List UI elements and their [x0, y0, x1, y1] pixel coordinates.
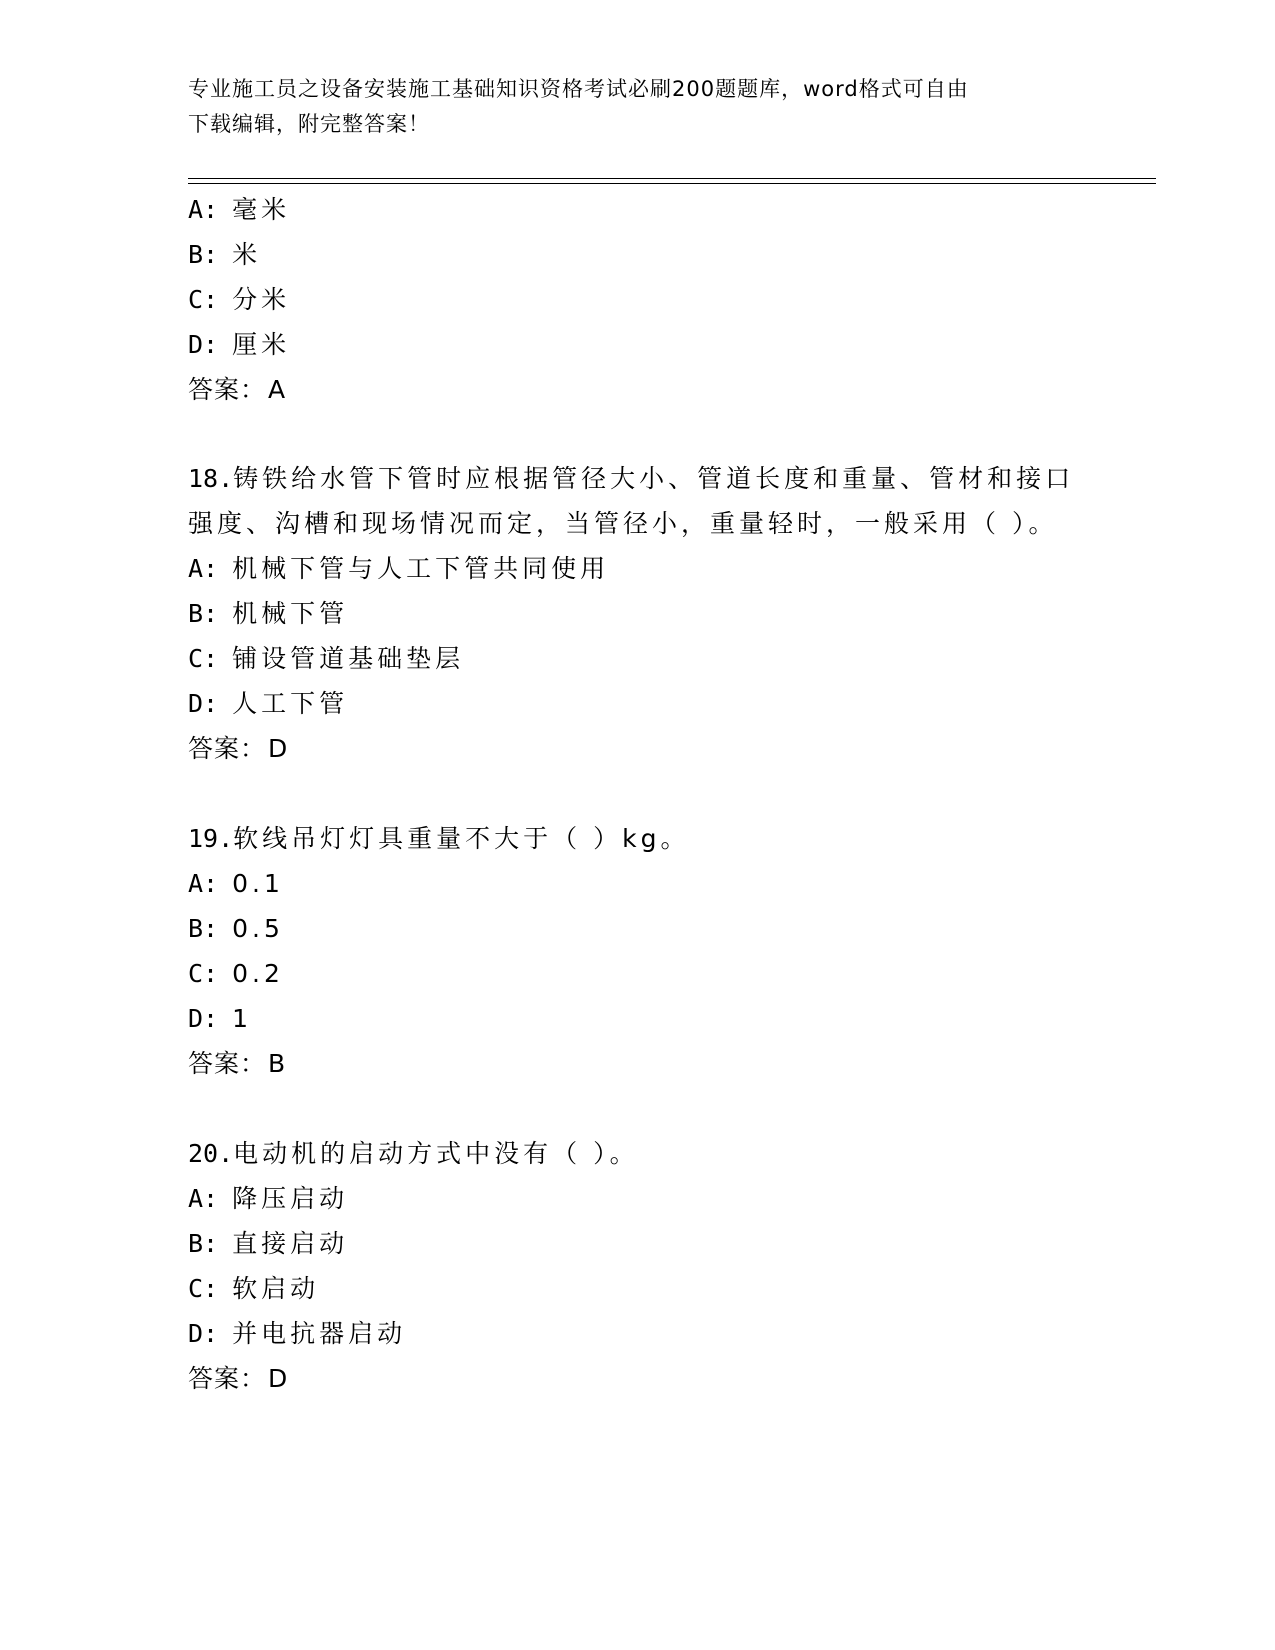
q17-option-b: B: 米: [188, 240, 262, 269]
q18-answer: 答案：D: [188, 734, 289, 763]
q19-question: 19.软线吊灯灯具重量不大于（ ）kg。: [188, 824, 690, 853]
header-line-2: 下载编辑，附完整答案！: [188, 112, 430, 136]
q18-option-a: A: 机械下管与人工下管共同使用: [188, 554, 610, 583]
q19-answer: 答案：B: [188, 1049, 287, 1078]
q18-option-d: D: 人工下管: [188, 689, 349, 718]
document-header: [188, 72, 1088, 142]
q20-answer: 答案：D: [188, 1364, 289, 1393]
q18-question: 18.铸铁给水管下管时应根据管径大小、管道长度和重量、管材和接口: [188, 464, 1075, 493]
header-divider-top: [188, 178, 1156, 179]
q17-option-a: A: 毫米: [188, 195, 291, 224]
q20-question: 20.电动机的启动方式中没有（ ）。: [188, 1139, 639, 1168]
q20-option-a: A: 降压启动: [188, 1184, 349, 1213]
q18-option-c: C: 铺设管道基础垫层: [188, 644, 465, 673]
header-divider-bottom: [188, 183, 1156, 184]
q17-option-c: C: 分米: [188, 285, 291, 314]
q17-answer: 答案：A: [188, 375, 287, 404]
q17-option-d: D: 厘米: [188, 330, 291, 359]
q18-option-b: B: 机械下管: [188, 599, 349, 628]
header-line-1: 专业施工员之设备安装施工基础知识资格考试必刷200题题库，word格式可自由: [188, 77, 969, 101]
q20-option-d: D: 并电抗器启动: [188, 1319, 407, 1348]
q20-option-c: C: 软启动: [188, 1274, 320, 1303]
q20-option-b: B: 直接启动: [188, 1229, 349, 1258]
q18-question-cont: 强度、沟槽和现场情况而定，当管径小，重量轻时，一般采用（ ）。: [188, 509, 1058, 538]
q19-option-a: A: 0.1: [188, 869, 284, 898]
q19-option-b: B: 0.5: [188, 914, 284, 943]
q19-option-d: D: 1: [188, 1004, 253, 1033]
q19-option-c: C: 0.2: [188, 959, 284, 988]
